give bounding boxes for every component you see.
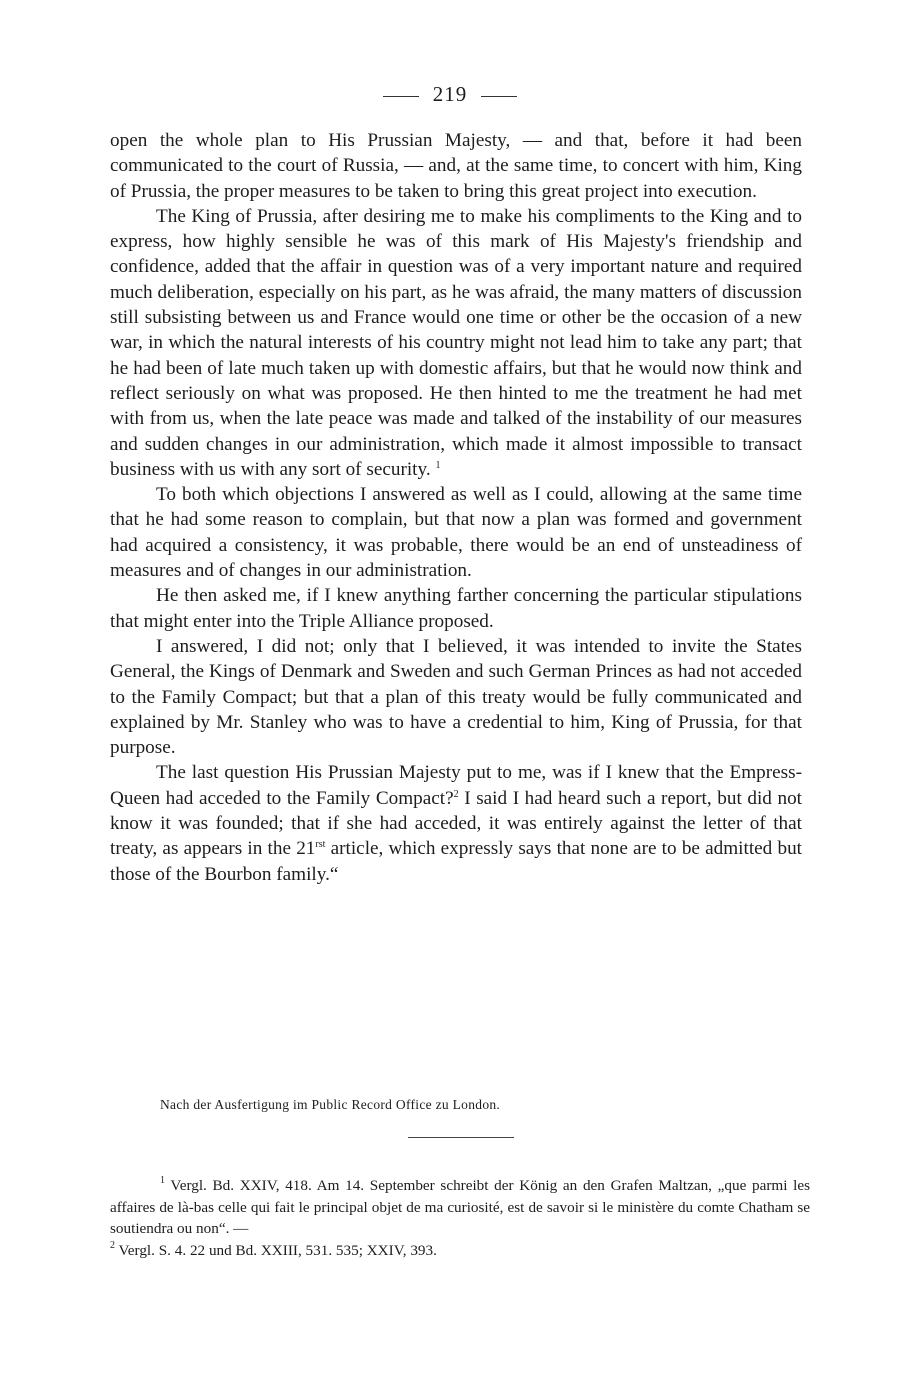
paragraph-3: To both which objections I answered as well as I could, allowing at the same time that he had some reason to complain, but that now a plan was formed and government had acquired a consistency, it was probable, there would be an end of unsteadiness of measures and of changes in our administration.	[110, 484, 802, 582]
source-note: Nach der Ausfertigung im Public Record Office zu London.	[160, 1097, 501, 1112]
footnote-ref-2: 2	[453, 788, 459, 800]
paragraph-6	[110, 760, 802, 886]
footnote-2-text: Vergl. S. 4. 22 und Bd. XXIII, 531. 535; XXIV, 393.	[115, 1241, 437, 1259]
page-header	[0, 82, 900, 107]
paragraph-6-text-b: I said I had heard such a report, but did not know it was founded; that if she had acceded, it was entirely against the letter of that treaty, as appears in the 21	[110, 787, 802, 860]
header-dash-right	[481, 96, 517, 97]
main-text	[110, 128, 802, 887]
paragraph-5: I answered, I did not; only that I believed, it was intended to invite the States General, the Kings of Denmark and Sweden and such German Princes as had not acceded to the Family Compact; but that a plan of this treaty would be fully communicated and explained by Mr. Stanley who was to have a credential to him, King of Prussia, for that purpose.	[110, 635, 802, 759]
paragraph-6-text-c: article, which expressly says that none are to be admitted but those of the Bourbon family.“	[110, 838, 802, 885]
footnote-separator	[408, 1137, 514, 1138]
footnote-1-marker: 1	[160, 1175, 165, 1186]
paragraph-2	[110, 204, 802, 482]
paragraph-2-text: The King of Prussia, after desiring me to make his compliments to the King and to express, how highly sensible he was of this mark of His Majesty's friendship and confidence, added that the affair in question was of a very important nature and required much deliberation, especially on his part, as he was afraid, the many matters of discussion still subsisting between us and France would one time or other be the occasion of a new war, in which the natural interests of his country might not lead him to take any part; that he had been of late much taken up with domestic affairs, but that he would now think and reflect seriously on what was proposed. He then hinted to me the treatment he had met with from us, when the late peace was made and talked of the instability of our measures and sudden changes in our administration, which made it almost impossible to transact business with us with any sort of security.	[110, 205, 802, 480]
footnotes	[110, 1175, 810, 1261]
footnote-2-marker: 2	[110, 1239, 115, 1251]
paragraph-4: He then asked me, if I knew anything farther concerning the particular stipulations that might enter into the Triple Alliance proposed.	[110, 585, 802, 632]
page-number: 219	[432, 82, 468, 106]
footnote-block	[110, 1175, 810, 1261]
paragraph-6-text-a: The last question His Prussian Majesty put to me, was if I knew that the Empress-Queen had acceded to the Family Compact?	[110, 762, 802, 809]
footnote-1-text: Vergl. Bd. XXIV, 418. Am 14. September schreibt der König an den Grafen Maltzan, „que parmi les affaires de là-bas celle qui fait le principal objet de ma curiosité, est de savoir si le ministère du comte Chatham se soutiendra ou non“. —	[110, 1177, 810, 1237]
paragraph-1: open the whole plan to His Prussian Majesty, — and that, before it had been communicated to the court of Russia, — and, at the same time, to concert with him, King of Prussia, the proper measures to be taken to bring this great project into execution.	[110, 130, 802, 202]
footnote-ref-1: 1	[435, 459, 441, 471]
header-dash-left	[383, 96, 419, 97]
ordinal-suffix: rst	[315, 839, 326, 851]
